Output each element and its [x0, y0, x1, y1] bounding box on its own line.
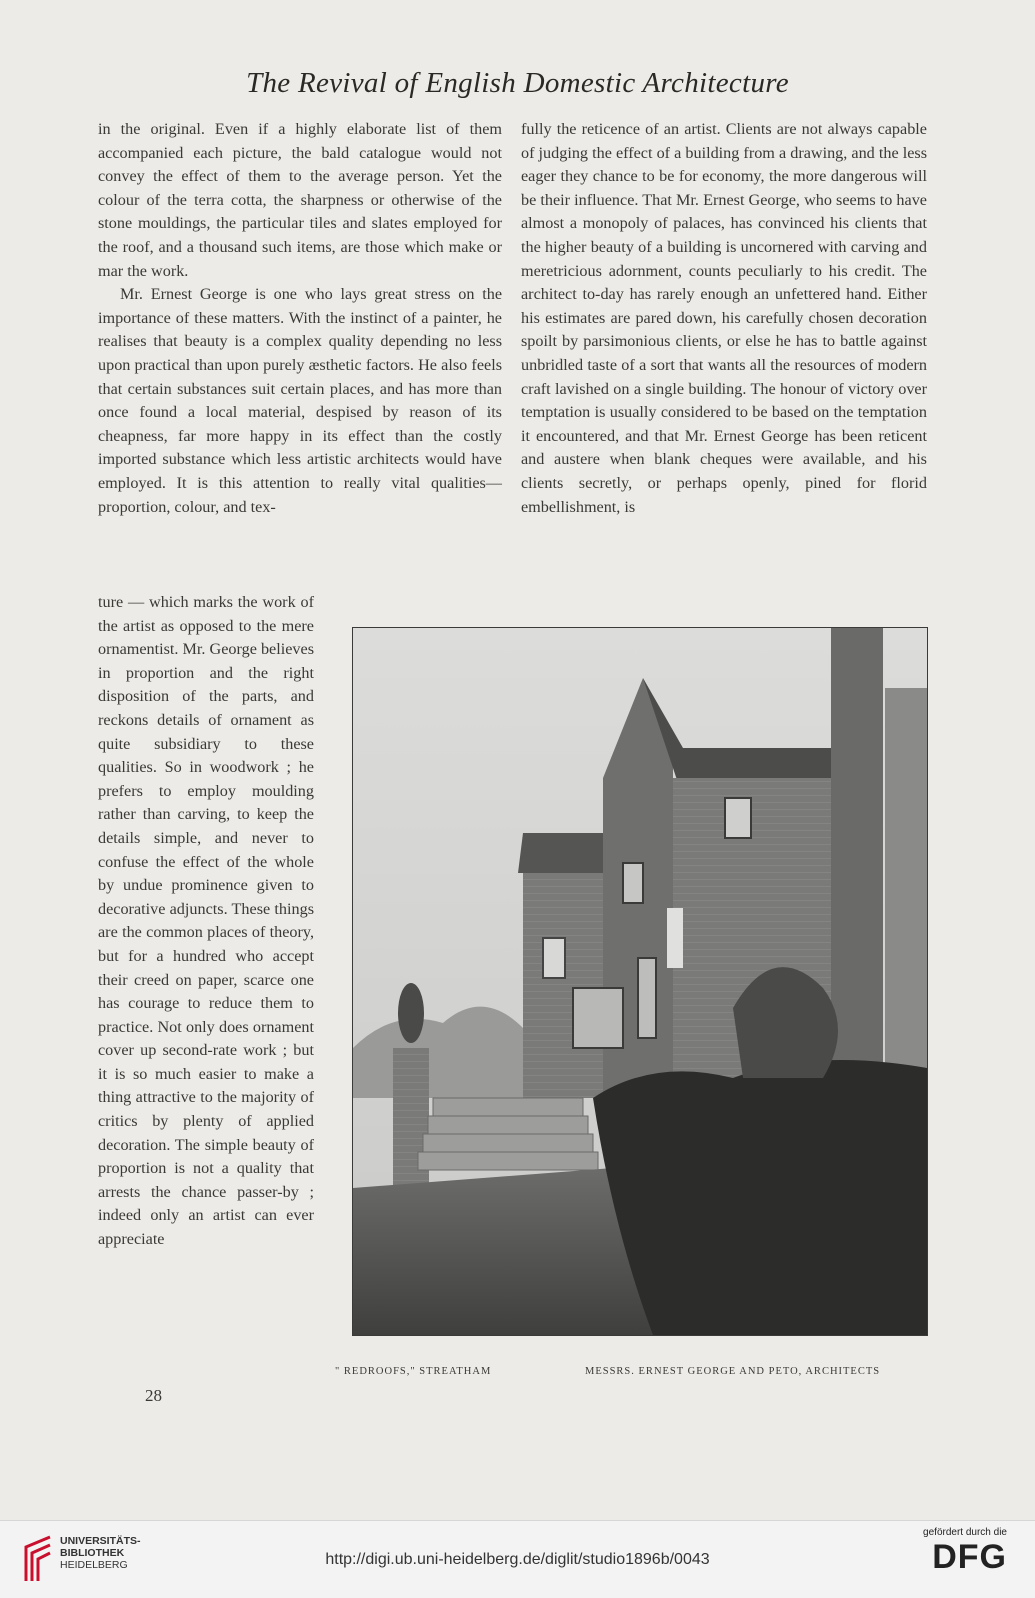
dfg-logo: DFG [932, 1538, 1007, 1576]
permalink-url[interactable]: http://digi.ub.uni-heidelberg.de/diglit/studio1896b/0043 [325, 1551, 710, 1568]
viewer-footer [0, 1520, 1035, 1598]
house-photograph [353, 628, 927, 1335]
paragraph: Mr. Ernest George is one who lays great stress on the importance of these matters. With the instinct of a painter, he realises that beauty is a complex quality depending no less upon practical than upon purely æsthetic factors. He also feels that certain substances suit certain places, and has more than once found a local material, despised by reason of its cheapness, far more happy in its effect than the costly imported substance which less artistic architects would have employed. It is this attention to really vital qualities—proportion, colour, and tex- [98, 285, 502, 516]
photo-caption-credit: MESSRS. ERNEST GEORGE AND PETO, ARCHITECTS [585, 1366, 881, 1377]
text-column-right [521, 118, 927, 519]
paragraph: fully the reticence of an artist. Clients are not always capable of judging the effect of a building from a drawing, and the less eager they chance to be for economy, the more dangerous will be their influence. That Mr. Ernest George, who seems to have almost a monopoly of palaces, has convinced his clients that the higher beauty of a building is uncornered with carving and meretricious adornment, counts peculiarly to his credit. The architect to-day has rarely enough an unfettered hand. Either his estimates are pared down, his carefully chosen decoration spoilt by parsimonious clients, or else he has to battle against unbridled taste of a sort that wants all the resources of modern craft lavished on a single building. The honour of victory over temptation is usually considered to be based on the temptation it encountered, and that Mr. Ernest George has been reticent and austere when blank cheques were available, and his clients secretly, or perhaps openly, pined for florid embellishment, is [521, 120, 927, 516]
photo-caption-title: " REDROOFS," STREATHAM [335, 1366, 492, 1377]
photograph-plate [352, 627, 928, 1336]
funding-notice [923, 1527, 1007, 1576]
paragraph: in the original. Even if a highly elaborate list of them accompanied each picture, the bald catalogue would not convey the effect of them to the average person. Yet the colour of the terra cotta, the sharpness or otherwise of the stone mouldings, the particular tiles and slates employed for the roof, and a thousand such items, are those which make or mar the work. [98, 120, 502, 280]
funding-text: gefördert durch die [923, 1527, 1007, 1538]
library-name: UNIVERSITÄTS- BIBLIOTHEK HEIDELBERG [60, 1535, 141, 1571]
running-title: The Revival of English Domestic Architecture [246, 67, 789, 99]
text-column-narrow [98, 591, 314, 1252]
page-number: 28 [145, 1386, 162, 1405]
paragraph: ture — which marks the work of the artist as opposed to the mere ornamentist. Mr. George believes in proportion and the right disposition of the parts, and reckons details of ornament as quite subsidiary to these qualities. So in woodwork ; he prefers to employ moulding rather than carving, to keep the details simple, and never to confuse the effect of the whole by undue prominence given to decorative adjuncts. These things are the common places of theory, but for a hundred who accept their creed on paper, scarce one has courage to reduce them to practice. Not only does ornament cover up second-rate work ; but it is so much easier to make a thing attractive to the majority of critics by plenty of applied decoration. The simple beauty of proportion is not a quality that arrests the chance passer-by ; indeed only an artist can ever appreciate [98, 593, 314, 1249]
text-column-left [98, 118, 502, 519]
